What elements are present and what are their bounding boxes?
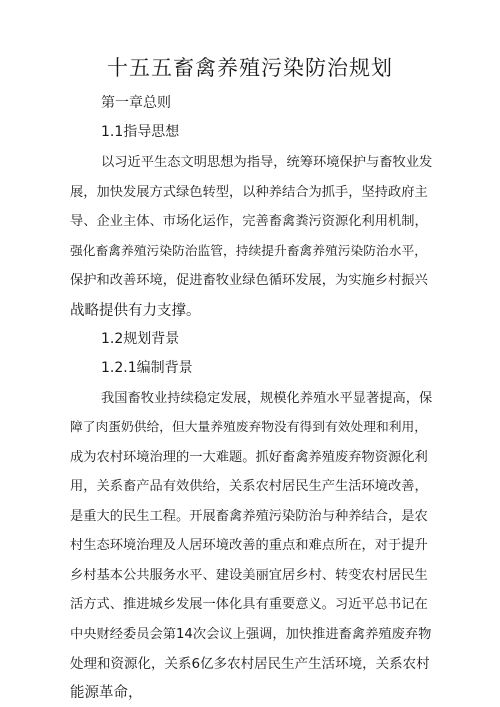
paragraph-line: 活方式、推进城乡发展一体化具有重要意义。习近平总书记在 xyxy=(70,597,428,612)
section-heading-1-1: 1.1指导思想 xyxy=(101,124,180,140)
paragraph-line: 战略提供有力支撑。 xyxy=(70,303,201,319)
paragraph-line: 乡村基本公共服务水平、建设美丽宜居乡村、转变农村居民生 xyxy=(70,568,428,583)
paragraph-line: 能源革命， xyxy=(70,685,143,701)
paragraph-line: 我国畜牧业持续稳定发展，规模化养殖水平显著提高，保 xyxy=(101,391,433,406)
chapter-heading: 第一章总则 xyxy=(101,95,171,111)
paragraph-line: 导、企业主体、市场化运作，完善畜禽粪污资源化利用机制， xyxy=(70,214,428,229)
paragraph-line: 障了肉蛋奶供给，但大量养殖废弃物没有得到有效处理和利用， xyxy=(70,420,427,435)
section-heading-1-2-1: 1.2.1编制背景 xyxy=(101,360,193,376)
paragraph-line: 村生态环境治理及人居环境改善的重点和难点所在，对于提升 xyxy=(70,538,428,553)
paragraph-line: 处理和资源化，关系6亿多农村居民生产生活环境，关系农村 xyxy=(70,656,430,672)
paragraph-line: 强化畜禽养殖污染防治监管，持续提升畜禽养殖污染防治水平， xyxy=(70,244,427,259)
paragraph-line: 以习近平生态文明思想为指导，统筹环境保护与畜牧业发 xyxy=(101,155,433,170)
paragraph-line: 展，加快发展方式绿色转型，以种养结合为抓手，坚持政府主 xyxy=(70,185,428,200)
paragraph-line: 中央财经委员会第14次会议上强调，加快推进畜禽养殖废弃物 xyxy=(70,627,432,642)
section-heading-1-2: 1.2规划背景 xyxy=(101,331,180,347)
paragraph-line: 用，关系畜产品有效供给，关系农村居民生产生活环境改善， xyxy=(70,479,428,494)
document-title: 十五五畜禽养殖污染防治规划 xyxy=(107,56,393,80)
paragraph-line: 是重大的民生工程。开展畜禽养殖污染防治与种养结合，是农 xyxy=(70,509,428,524)
paragraph-line: 保护和改善环境，促进畜牧业绿色循环发展，为实施乡村振兴 xyxy=(70,273,428,288)
paragraph-line: 成为农村环境治理的一大难题。抓好畜禽养殖废弃物资源化利 xyxy=(70,450,428,465)
